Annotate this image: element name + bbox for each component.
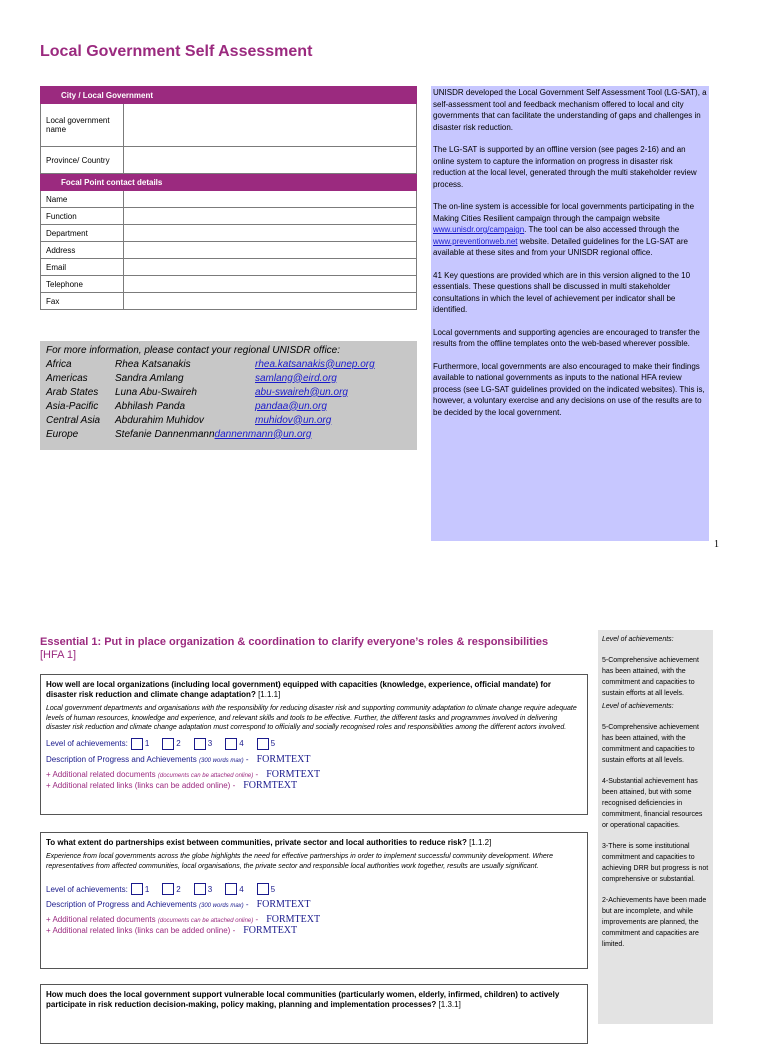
dash: - xyxy=(255,769,259,779)
campaign-link[interactable]: www.unisdr.org/campaign xyxy=(433,225,525,234)
legend-level-3: 3-There is some institutional commitment and capacities to achieving DRR but progress is not comprehensive or substantial. xyxy=(602,843,709,883)
fax-field[interactable] xyxy=(124,293,417,310)
links-label: + Additional related links (links can be added online) xyxy=(46,780,231,790)
links-formtext[interactable]: FORMTEXT xyxy=(243,779,298,791)
progress-formtext[interactable]: FORMTEXT xyxy=(256,753,311,765)
level-checkbox[interactable] xyxy=(162,883,174,895)
level-checkbox[interactable] xyxy=(225,883,237,895)
level-checkbox[interactable] xyxy=(225,738,237,750)
address-label: Address xyxy=(41,242,124,259)
question-ref: [1.3.1] xyxy=(438,1000,461,1009)
name-field[interactable] xyxy=(124,191,417,208)
local-gov-field[interactable] xyxy=(124,104,417,147)
progress-field xyxy=(46,754,582,765)
question-text xyxy=(46,838,582,848)
info-text: . The tool can be also accessed through the xyxy=(524,225,680,234)
telephone-label: Telephone xyxy=(41,276,124,293)
info-paragraph: Furthermore, local governments are also encouraged to make their findings available to national governments as inputs to the national HFA review process (see LG-SAT guidelines provided on the indicated websites). This is, however, a voluntary exercise and any decisions on use of the results are to be decided by the local government. xyxy=(433,361,705,417)
documents-field xyxy=(46,769,582,780)
contact-row xyxy=(46,399,411,413)
level-checkbox[interactable] xyxy=(257,738,269,750)
question-description: Local government departments and organisations with the responsibility for reducing disaster risk and supporting community adaptation to climate change require adequate levels of human resources, knowledge and experience, and relevant skills and tools to be effective. Further, the different tasks and programmes involved in delivering disaster risk reduction and climate change adaptation must correspond to officially and socially recognised roles and responsibilities among the different actors involved. xyxy=(46,705,577,731)
level-label: Level of achievements: xyxy=(46,884,128,894)
contact-intro: For more information, please contact your regional UNISDR office: xyxy=(46,345,341,356)
info-paragraph: 41 Key questions are provided which are in this version aligned to the 10 essentials. These questions shall be discussed in multi stakeholder consultations in which the level of achievement per indicator shall be identified. xyxy=(433,270,691,314)
level-number: 3 xyxy=(207,739,213,748)
essential-title xyxy=(40,636,560,662)
contact-email-link[interactable]: samlang@eird.org xyxy=(255,372,337,384)
level-checkbox[interactable] xyxy=(131,738,143,750)
legend-level-4: 4-Substantial achievement has been attained, but with some recognised deficiencies in commitment, financial resources or operational capacities. xyxy=(602,778,703,829)
progress-field xyxy=(46,899,582,910)
contact-region: Americas xyxy=(46,372,88,384)
words-max-note: (300 words max) xyxy=(198,757,244,764)
contact-email-link[interactable]: muhidov@un.org xyxy=(255,414,332,426)
province-field[interactable] xyxy=(124,147,417,174)
documents-formtext[interactable]: FORMTEXT xyxy=(266,914,321,925)
fax-label: Fax xyxy=(41,293,124,310)
essential-heading: Essential 1: Put in place organization & coordination to clarify everyone’s roles & responsibilities xyxy=(40,636,549,648)
department-label: Department xyxy=(41,225,124,242)
question-box xyxy=(40,832,588,969)
contact-name: Abhilash Panda xyxy=(115,400,186,412)
level-number: 4 xyxy=(239,884,244,894)
legend-level-5: 5-Comprehensive achievement has been attained, with the commitment and capacities to sustain efforts at all levels. xyxy=(602,724,699,764)
level-label: Level of achievements: xyxy=(46,739,128,748)
function-label: Function xyxy=(41,208,124,225)
city-section-header: City / Local Government xyxy=(41,87,417,104)
contact-region: Arab States xyxy=(46,386,99,398)
contact-region: Europe xyxy=(46,428,79,440)
contact-name: Luna Abu-Swaireh xyxy=(115,386,197,398)
contact-name: Abdurahim Muhidov xyxy=(115,414,204,426)
legend-level-2: 2-Achievements have been made but are incomplete, and while improvements are planned, the commitment and capacities are limited. xyxy=(602,897,707,948)
level-checkbox[interactable] xyxy=(162,738,174,750)
legend-title: Level of achievements: xyxy=(602,703,674,710)
question-text xyxy=(46,990,582,1010)
telephone-field[interactable] xyxy=(124,276,417,293)
level-selector xyxy=(46,738,582,750)
local-gov-label: Local government name xyxy=(41,104,124,147)
contact-region: Central Asia xyxy=(46,414,101,426)
info-paragraph: Local governments and supporting agencies are encouraged to transfer the results from the offline templates onto the web-based wherever possible. xyxy=(433,327,700,348)
dash: - xyxy=(232,926,236,935)
achievement-legend-overlapped xyxy=(598,630,713,706)
preventionweb-link[interactable]: www.preventionweb.net xyxy=(433,236,518,246)
page-number: 1 xyxy=(714,539,719,550)
level-checkbox[interactable] xyxy=(194,883,206,895)
level-number: 5 xyxy=(270,739,276,748)
words-max-note: (300 words max) xyxy=(198,903,244,909)
level-number: 3 xyxy=(207,884,213,894)
info-text: The on-line system is accessible for local governments participating in the Making Cities Resilient campaign through the campaign website xyxy=(433,202,695,223)
contact-email-link[interactable]: rhea.katsanakis@unep.org xyxy=(255,358,375,370)
progress-formtext[interactable]: FORMTEXT xyxy=(256,899,311,910)
level-number: 1 xyxy=(144,884,150,894)
contact-row xyxy=(46,385,411,399)
email-field[interactable] xyxy=(124,259,417,276)
contact-box xyxy=(40,341,417,450)
contact-name: Sandra Amlang xyxy=(115,372,184,384)
links-field xyxy=(46,925,582,936)
contact-region: Africa xyxy=(46,358,72,370)
function-field[interactable] xyxy=(124,208,417,225)
contact-row xyxy=(46,357,411,371)
level-number: 2 xyxy=(176,739,181,748)
page-title: Local Government Self Assessment xyxy=(40,43,313,60)
level-number: 5 xyxy=(270,884,276,894)
contact-row xyxy=(46,371,411,385)
question-ref: [1.1.2] xyxy=(469,838,492,847)
legend-title: Level of achievements: xyxy=(602,636,674,643)
documents-note: (documents can be attached online) xyxy=(157,772,254,779)
contact-email-link[interactable]: dannenmann@un.org xyxy=(214,428,312,440)
documents-field xyxy=(46,914,582,925)
contact-row xyxy=(46,413,411,427)
legend-level-5: 5-Comprehensive achievement has been attained, with the commitment and capacities to sustain efforts at all levels. xyxy=(602,657,699,697)
links-label: + Additional related links (links can be added online) xyxy=(46,926,231,935)
question-box xyxy=(40,674,588,815)
address-field[interactable] xyxy=(124,242,417,259)
info-paragraph: UNISDR developed the Local Government Self Assessment Tool (LG-SAT), a self-assessment tool and feedback mechanism offered to local and city governments that can facilitate the understanding of gaps and challenges in disaster risk reduction. xyxy=(433,88,707,132)
name-label: Name xyxy=(41,191,124,208)
links-field xyxy=(46,780,582,791)
info-paragraph xyxy=(433,201,707,259)
contact-row xyxy=(46,427,411,441)
achievement-legend xyxy=(598,697,713,1024)
level-selector xyxy=(46,883,582,895)
documents-label: + Additional related documents xyxy=(46,769,156,779)
question-description: Experience from local governments across the globe highlights the need for effective partnerships in order to implement successful community development. Where representatives from affected communities, local organisations, the private sector and responsible local authorities work together, results are usually significant. xyxy=(46,853,553,870)
department-field[interactable] xyxy=(124,225,417,242)
email-label: Email xyxy=(41,259,124,276)
level-checkbox[interactable] xyxy=(131,883,143,895)
city-form-table xyxy=(40,86,417,310)
question-label: How well are local organizations (including local government) equipped with capacities (knowledge, experience, official mandate) for disaster risk reduction and climate change adaptation? xyxy=(46,680,551,699)
level-checkbox[interactable] xyxy=(257,883,269,895)
documents-formtext[interactable]: FORMTEXT xyxy=(266,768,321,780)
level-number: 4 xyxy=(239,739,244,748)
province-label: Province/ Country xyxy=(41,147,124,174)
contact-name: Rhea Katsanakis xyxy=(115,358,191,370)
info-paragraph: The LG-SAT is supported by an offline version (see pages 2-16) and an online system to capture the information on progress in disaster risk reduction at the local level, generated through the multi stakeholder review process. xyxy=(433,145,697,189)
question-ref: [1.1.1] xyxy=(258,690,281,699)
progress-label: Description of Progress and Achievements xyxy=(46,754,197,764)
info-text: website. Detailed guidelines for the LG-SAT are available at these sites and from your UNISDR regional office. xyxy=(433,236,688,257)
documents-note: (documents can be attached online) xyxy=(157,918,254,924)
contact-email-link[interactable]: abu-swaireh@un.org xyxy=(255,386,348,398)
info-panel xyxy=(431,86,709,541)
dash: - xyxy=(245,754,249,764)
links-formtext[interactable]: FORMTEXT xyxy=(243,925,298,936)
level-number: 2 xyxy=(176,884,181,894)
question-label: To what extent do partnerships exist between communities, private sector and local authorities to reduce risk? xyxy=(46,838,467,847)
question-text xyxy=(46,680,582,700)
hfa-ref: [HFA 1] xyxy=(40,649,77,661)
focal-point-header: Focal Point contact details xyxy=(41,174,417,191)
contact-email-link[interactable]: pandaa@un.org xyxy=(255,400,327,412)
question-box xyxy=(40,984,588,1044)
dash: - xyxy=(255,915,259,924)
level-number: 1 xyxy=(144,739,150,748)
contact-name: Stefanie Dannenmann xyxy=(115,428,215,440)
question-label: How much does the local government support vulnerable local communities (particularly women, elderly, infirmed, children) to actively participate in risk reduction decision-making, policy making, planning and implementation processes? xyxy=(46,990,560,1009)
documents-label: + Additional related documents xyxy=(46,915,156,924)
level-checkbox[interactable] xyxy=(194,738,206,750)
dash: - xyxy=(245,900,249,909)
contact-region: Asia-Pacific xyxy=(46,400,99,412)
progress-label: Description of Progress and Achievements xyxy=(46,900,197,909)
dash: - xyxy=(232,780,236,790)
